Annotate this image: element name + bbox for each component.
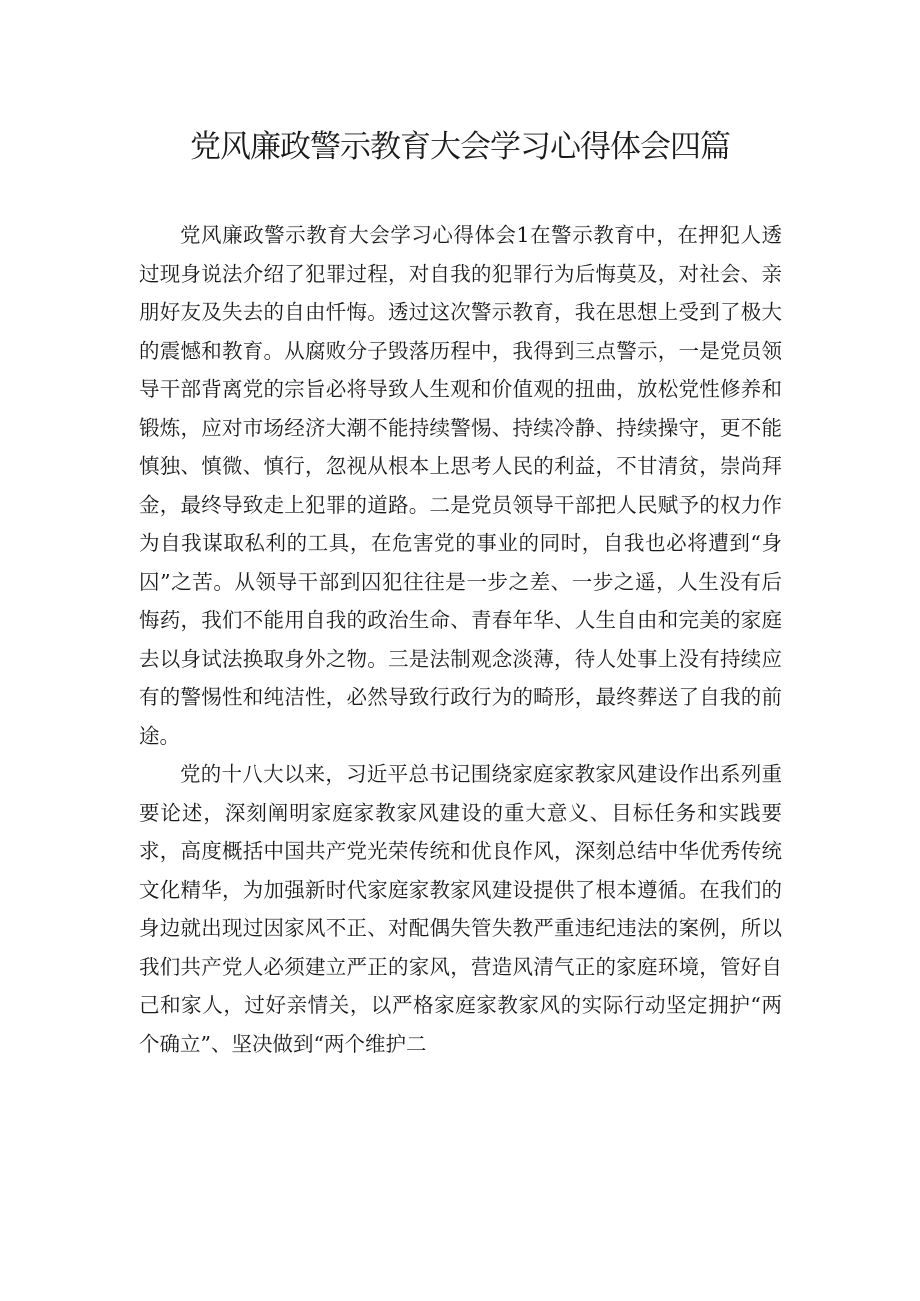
paragraph-2: 党的十八大以来，习近平总书记围绕家庭家教家风建设作出系列重要论述，深刻阐明家庭家教家风建设的重大意义、目标任务和实践要求，高度概括中国共产党光荣传统和优良作风，深刻总结中华优秀传统文化精华，为加强新时代家庭家教家风建设提供了根本遵循。在我们的身边就出现过因家风不正、对配偶失管失教严重违纪违法的案例，所以我们共产党人必须建立严正的家风，营造风清气正的家庭环境，管好自己和家人，过好亲情关，以严格家庭家教家风的实际行动坚定拥护“两个确立”、坚决做到“两个维护二 <box>139 762 782 1056</box>
document-title: 党风廉政警示教育大会学习心得体会四篇 <box>190 129 730 165</box>
paragraph-1: 党风廉政警示教育大会学习心得体会1在警示教育中，在押犯人透过现身说法介绍了犯罪过程，对自我的犯罪行为后悔莫及，对社会、亲朋好友及失去的自由忏悔。透过这次警示教育，我在思想上受到了极大的震憾和教育。从腐败分子毁落历程中，我得到三点警示，一是党员领导干部背离党的宗旨必将导致人生观和价值观的扭曲，放松党性修养和锻炼，应对市场经济大潮不能持续警惕、持续冷静、持续操守，更不能慎独、慎微、慎行，忽视从根本上思考人民的利益，不甘清贫，崇尚拜金，最终导致走上犯罪的道路。二是党员领导干部把人民赋予的权力作为自我谋取私利的工具，在危害党的事业的同时，自我也必将遭到“身囚”之苦。从领导干部到囚犯往往是一步之差、一步之遥，人生没有后悔药，我们不能用自我的政治生命、青春年华、人生自由和完美的家庭去以身试法换取身外之物。三是法制观念淡薄，待人处事上没有持续应有的警惕性和纯洁性，必然导致行政行为的畸形，最终葬送了自我的前途。 <box>139 223 782 748</box>
document-body <box>139 216 782 1063</box>
